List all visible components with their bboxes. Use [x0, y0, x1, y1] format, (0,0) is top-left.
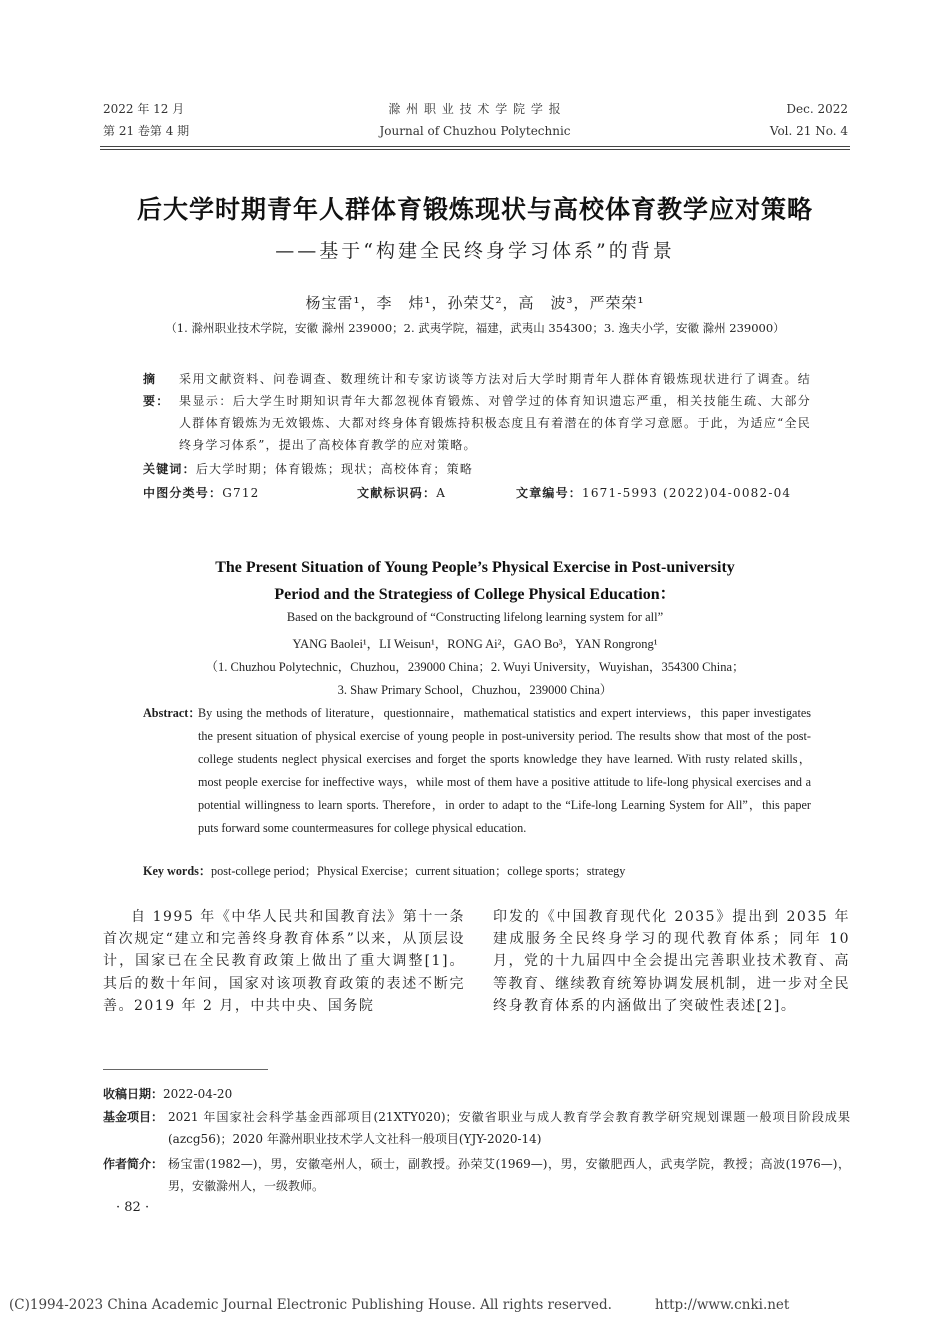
cnki-link[interactable]: http://www.cnki.net: [655, 1297, 790, 1313]
abstract-en-label: Abstract：: [143, 706, 201, 720]
footnote-fund: 2021 年国家社会科学基金西部项目(21XTY020)；安徽省职业与成人教育学会教育教学研究规划课题一般项目阶段成果(azcg56)；2020 年滁州职业技术学人文社科一般项目(YJY-2020-14): [168, 1110, 850, 1146]
subtitle-zh: ——基于“构建全民终身学习体系”的背景: [275, 240, 675, 262]
header-issue-date: 2022 年 12 月: [103, 102, 185, 116]
header-journal-zh: 滁 州 职 业 技 术 学 院 学 报: [388, 102, 562, 116]
abstract-zh-label: 摘 要：: [143, 372, 170, 408]
abstract-en-text: By using the methods of literature，questionnaire，mathematical statistics and expert interviews，this paper investigates the present situation of physical exercise of young people in post-university period. The results show that most of the post-college students neglect physical exercises and forget the sports knowledge they have learned. With rusty related skills，most people exercise for ineffective ways，while most of them have a positive attitude to life-long physical exercises and a potential willingness to learn sports. Therefore，in order to adapt to the “Life-long Learning System for All”，this paper puts forward some countermeasures for college physical education.: [198, 706, 811, 835]
footnote-received: 收稿日期：2022-04-20: [103, 1087, 233, 1101]
affiliations-zh: （1. 滁州职业技术学院，安徽 滁州 239000；2. 武夷学院，福建，武夷山 354300；3. 逸夫小学，安徽 滁州 239000）: [165, 321, 785, 335]
footnote-rule: [103, 1069, 268, 1070]
header-date-en: Dec. 2022: [786, 102, 848, 116]
header-rule-top: [100, 146, 850, 147]
body-column-right: 印发的《中国教育现代化 2035》提出到 2035 年建成服务全民终身学习的现代教育体系；同年 10 月，党的十九届四中全会提出完善职业技术教育、高等教育、继续教育统筹协调发展机制，进一步对全民终身教育体系的内涵做出了突破性表述[2]。: [493, 909, 850, 1014]
footnote-author-label: 作者简介：: [103, 1157, 164, 1171]
header-volume-en: Vol. 21 No. 4: [769, 124, 848, 138]
title-en-line2: Period and the Strategiess of College Physical Education：: [274, 586, 676, 603]
document-code: 文献标识码：A: [357, 486, 447, 500]
authors-zh: 杨宝雷¹，李 炜¹，孙荣艾²，高 波³，严荣荣¹: [305, 294, 645, 312]
header-journal-en: Journal of Chuzhou Polytechnic: [379, 124, 571, 138]
authors-en: YANG Baolei¹，LI Weisun¹，RONG Ai²，GAO Bo³，YAN Rongrong¹: [292, 637, 658, 651]
copyright-notice: (C)1994-2023 China Academic Journal Electronic Publishing House. All rights reserved.: [9, 1297, 612, 1313]
title-zh: 后大学时期青年人群体育锻炼现状与高校体育教学应对策略: [136, 195, 813, 224]
header-rule-bottom: [100, 149, 850, 150]
page-number: · 82 ·: [116, 1200, 150, 1215]
subtitle-en: Based on the background of “Constructing lifelong learning system for all”: [286, 610, 664, 624]
clc-number: 中图分类号：G712: [143, 486, 260, 500]
keywords-zh: 关键词：后大学时期；体育锻炼；现状；高校体育；策略: [143, 462, 474, 476]
footnote-fund-label: 基金项目：: [103, 1110, 164, 1124]
keywords-en: Key words：post-college period；Physical Exercise；current situation；college sports；strategy: [143, 864, 626, 878]
header-volume: 第 21 卷第 4 期: [103, 124, 190, 138]
abstract-zh-text: 采用文献资料、问卷调查、数理统计和专家访谈等方法对后大学时期青年人群体育锻炼现状进行了调查。结果显示：后大学生时期知识青年大都忽视体育锻炼、对曾学过的体育知识遗忘严重，相关技能生疏、大部分人群体育锻炼为无效锻炼、大都对终身体育锻炼持积极态度且有着潜在的体育学习意愿。于此，为适应“全民终身学习体系”，提出了高校体育教学的应对策略。: [179, 372, 811, 452]
affiliations-en-line1: （1. Chuzhou Polytechnic，Chuzhou，239000 China；2. Wuyi University，Wuyishan，354300 China；: [205, 660, 745, 674]
footnote-author: 杨宝雷(1982—)，男，安徽亳州人，硕士，副教授。孙荣艾(1969—)，男，安徽肥西人，武夷学院，教授；高波(1976—)，男，安徽滁州人，一级教师。: [168, 1157, 850, 1193]
affiliations-en-line2: 3. Shaw Primary School，Chuzhou，239000 China）: [337, 683, 613, 697]
article-number: 文章编号：1671-5993 (2022)04-0082-04: [516, 486, 792, 500]
body-column-left: 自 1995 年《中华人民共和国教育法》第十一条首次规定“建立和完善终身教育体系”以来，从顶层设计，国家已在全民教育政策上做出了重大调整[1]。其后的数十年间，国家对该项教育政策的表述不断完善。2019 年 2 月，中共中央、国务院: [103, 909, 465, 1014]
title-en-line1: The Present Situation of Young People’s Physical Exercise in Post-university: [215, 559, 735, 576]
